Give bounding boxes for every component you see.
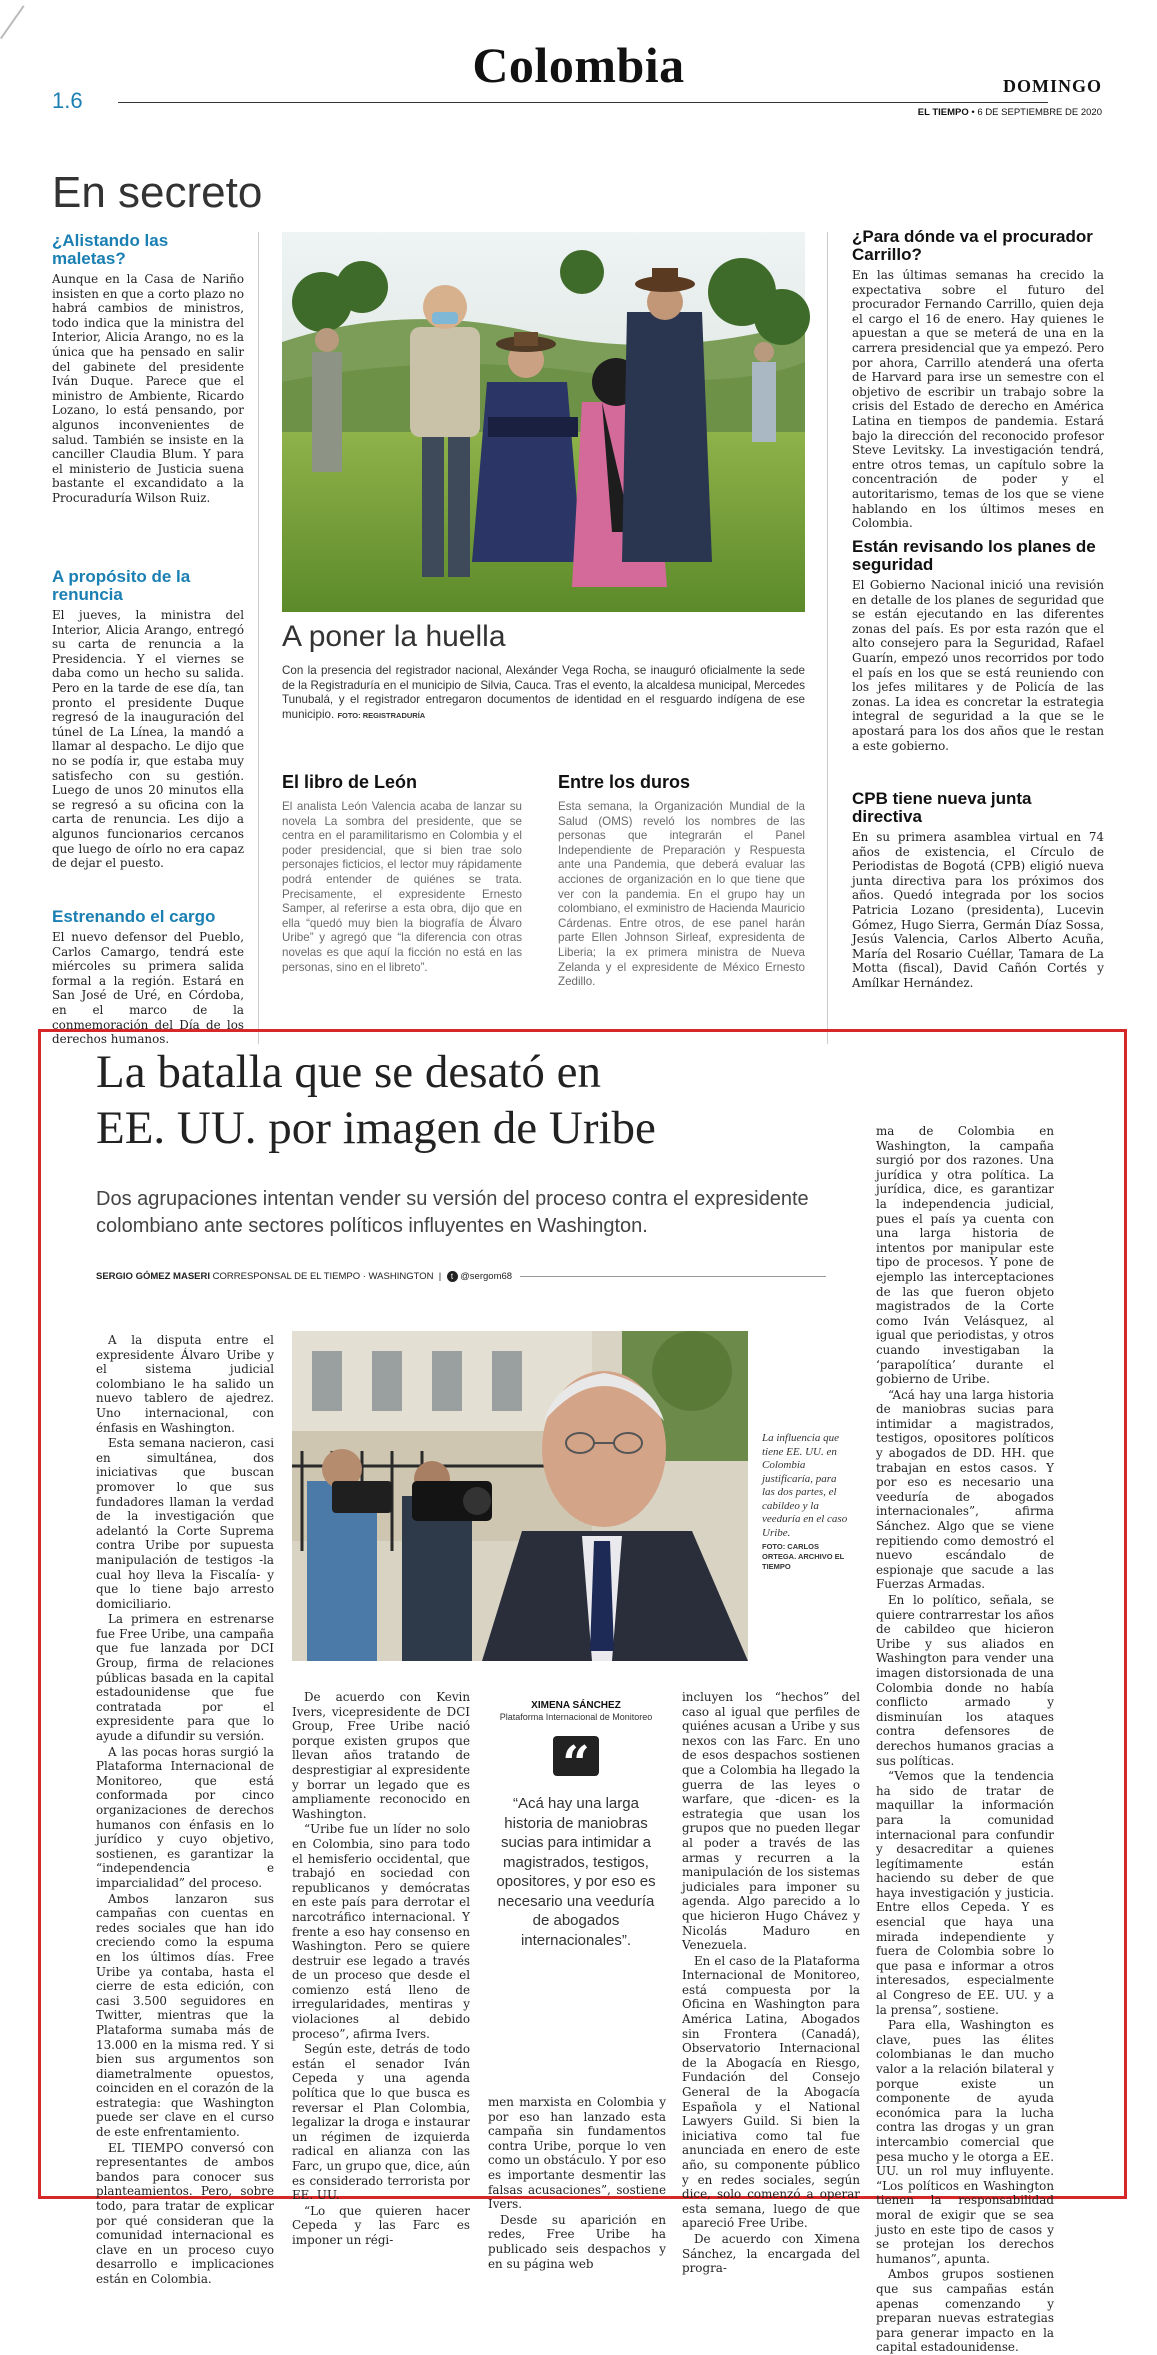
uribe-photo — [292, 1331, 748, 1661]
uribe-photo-caption — [762, 1432, 852, 1572]
item-body: El Gobierno Nacional inició una revisión en detalle de los planes de seguridad que se están ejecutando en las diferentes zonas del país. Es por esta razón que el alto consejero para la Seguridad, Rafael Guarín, empezó unos recorridos por todo el país en los que se está reuniendo con los jefes militares y de Policía de las zonas. La idea es concretar la estrategia integral de seguridad a la que se le apostará para los dos años que le restan a este gobierno. — [852, 578, 1104, 753]
twitter-icon: t — [447, 1271, 458, 1282]
item-body: En las últimas semanas ha crecido la expectativa sobre el futuro del procurador Fernando Carrillo, quien deja el cargo el 16 de enero. Hay quienes le apuestan a que se meterá de una en la carrera presidencial que ya empezó. Pero por ahora, Carrillo atenderá una oferta de Harvard para irse un semestre con el objetivo de escribir un trabajo sobre la crisis del Estado de derecho en América Latina en tiempos de pandemia. Estará bajo la dirección del reconocido profesor Steve Levitsky. La investigación tendrá, entre otros temas, un capítulo sobre la concentración de poder y el autoritarismo, temas de los que se viene hablando en los últimos meses en Colombia. — [852, 268, 1104, 531]
byline-handle[interactable]: @sergom68 — [460, 1271, 513, 1283]
paragraph: De acuerdo con Kevin Ivers, vicepresidente de DCI Group, Free Uribe nació porque existen grupos que llevan años tratando de desprestigiar al expresidente y borrar un legado que es ampliamente reconocido en Washington. — [292, 1690, 470, 1821]
paragraph: Desde su aparición en redes, Free Uribe ha publicado seis despachos y en su página web — [488, 2212, 666, 2271]
quote-text: “Acá hay una larga historia de maniobras sucias para intimidar a magistrados, testigos, opositores, y por eso es necesario una veeduría de abogados internacionales”. — [496, 1795, 656, 1949]
paragraph: ma de Colombia en Washington, la campaña surgió por dos razones. Una jurídica y otra política. La jurídica, dice, es garantizar la independencia judicial, pues el país ya cuenta con una larga historia de intentos por manipular este tipo de procesos. Y pone de ejemplo las interceptaciones de las que fueron objeto magistrados de la Corte como Iván Velásquez, al igual que periodistas, y otros cuando investigaban la ‘parapolítica’ durante el gobierno de Uribe. — [876, 1124, 1054, 1387]
box-title-libro: El libro de León — [282, 772, 418, 792]
paragraph: En el caso de la Plataforma Internacional de Monitoreo, está compuesta por la Oficina en Washington para América Latina, Abogados sin Frontera (Canadá), Observatorio Internacional de la Abogacía en Riesgo, Fundación del Consejo General de la Abogacía Española y el National Lawyers Guild. Si bien la iniciativa como tal fue anunciada en enero de este año, su componente público y en redes sociales, según dice, solo comenzó a operar esta semana, luego de que apareció Free Uribe. — [682, 1953, 860, 2231]
paragraph: “Uribe fue un líder no solo en Colombia, sino para todo el hemisferio occidental, que trabajó en sociedad con republicanos y demócratas en este país para derrotar el narcotráfico internacional. Y frente a eso hay consenso en Washington. Pero se quiere destruir ese legado a través de un proceso que desde el comienzo está lleno de irregularidades, mentiras y violaciones al debido proceso”, afirma Ivers. — [292, 1822, 470, 2041]
item-heading: Están revisando los planes de seguridad — [852, 537, 1096, 574]
paragraph: De acuerdo con Ximena Sánchez, la encargada del progra- — [682, 2231, 860, 2276]
photo-caption-text: Con la presencia del registrador nacional, Alexánder Vega Rocha, se inauguró oficialmente la sede de la Registraduría en el municipio de Silvia, Cauca. Tras el evento, la alcaldesa municipal, Mercedes Tunubalá, y el registrador entregaron documentos de identidad en el resguardo indígena de ese municipio. — [282, 664, 805, 721]
column-divider — [258, 232, 259, 1044]
paper-name: EL TIEMPO — [917, 107, 969, 118]
item-body: En su primera asamblea virtual en 74 años de existencia, el Círculo de Periodistas de Bogotá (CPB) eligió nueva junta directiva para los próximos dos años. Quedó integrada por los socios Patricia Lozano (presidenta), Lucevin Gómez, Hugo Sierra, Germán Díaz Sossa, Jesús Valencia, Carlos Alberto Acuña, María del Rosario Cuéllar, Tamara de La Motta (fiscal), David Cañón Cortés y Amílkar Hernández. — [852, 830, 1104, 990]
item-body: El jueves, la ministra del Interior, Alicia Arango, entregó su carta de renuncia a la Presidencia. Y el viernes se daba como un hecho su salida. Pero en la tarde de ese día, tan pronto el presidente Duque regresó de la inauguración del túnel de La Línea, la mandó a llamar al despacho. Le dijo que no se podía ir, que estaba muy satisfecho con su gestión. Luego de unos 20 minutos ella se regresó a su oficina con la carta de renuncia. Les dijo a algunos funcionarios cercanos que luego de oírlo no era capaz de dejar el puesto. — [52, 608, 244, 871]
section-title: Colombia — [472, 37, 685, 93]
item-heading: ¿Alistando las maletas? — [52, 231, 169, 268]
quote-role: Plataforma Internacional de Monitoreo — [499, 1712, 653, 1722]
byline-name: SERGIO GÓMEZ MASERI — [96, 1271, 211, 1283]
pull-quote — [488, 1700, 664, 1950]
article-col-4 — [682, 1690, 860, 2276]
paragraph: En lo político, señala, se quiere contrarrestar los años de cabildeo que hicieron Uribe y sus aliados en Washington para vender una imagen distorsionada de una Colombia donde no había conflicto armado y disminuían los ataques contra defensores de derechos humanos gracias a sus políticas. — [876, 1593, 1054, 1768]
en-secreto-title: En secreto — [52, 168, 263, 217]
article-col-1 — [96, 1333, 274, 2286]
byline: SERGIO GÓMEZ MASERI CORRESPONSAL DE EL TIEMPO · WASHINGTON | t @sergom68 — [96, 1271, 520, 1282]
item-heading: ¿Para dónde va el procurador Carrillo? — [852, 227, 1093, 264]
paragraph: “Acá hay una larga historia de maniobras sucias para intimidar a magistrados, testigos, opositores políticos y abogados de DD. HH. que trabajan en estos casos. Y por eso es necesario una veeduría de abogados internacionales”, afirma Sánchez. Algo que se viene repitiendo como demostró el nuevo escándalo de espionaje que sacude a las Fuerzas Armadas. — [876, 1387, 1054, 1592]
item-body: Aunque en la Casa de Nariño insisten en que a corto plazo no habrá cambios de ministros, todo indica que la ministra del Interior, Alicia Arango, no es la única que ha pensado en salir del gabinete del presidente Iván Duque. Parece que el ministro de Ambiente, Ricardo Lozano, lo está pensando, por algunos inconvenientes de salud. También se insiste en la canciller Claudia Blum. Y para el ministerio de Justicia suena bastante el excandidato a la Procuraduría Wilson Ruiz. — [52, 272, 244, 505]
article-col-5 — [876, 1124, 1054, 2355]
paragraph: EL TIEMPO conversó con representantes de ambos bandos para conocer sus planteamientos. Pero, sobre todo, para tratar de explicar por qué consideran que la comunidad internacional es clave en un proceso cuyo desarrollo e implicaciones están en Colombia. — [96, 2140, 274, 2286]
quote-author: XIMENA SÁNCHEZ — [531, 1700, 621, 1711]
column-divider — [827, 232, 828, 1044]
box-title-duros: Entre los duros — [558, 772, 691, 792]
item-heading: Estrenando el cargo — [52, 907, 216, 926]
silvia-registraduria-photo — [282, 232, 805, 612]
caption-credit: FOTO: CARLOS ORTEGA. ARCHIVO EL TIEMPO — [762, 1542, 845, 1571]
paragraph: incluyen los “hechos” del caso al igual que perfiles de quiénes acusan a Uribe y sus nexos con las Farc. En uno de esos despachos sostienen que a Colombia ha llegado la guerra de las leyes o warfare, que -dicen- es la estrategia que usan los grupos que no pueden llegar al poder a través de las armas y recurren a la manipulación de los sistemas judiciales para imponer su agenda. Algo parecido a lo que hicieron Hugo Chávez y Nicolás Maduro en Venezuela. — [682, 1690, 860, 1953]
article-subtitle: Dos agrupaciones intentan vender su versión del proceso contra el expresidente colombiano ante sectores políticos influyentes en Washington. — [96, 1188, 809, 1237]
article-headline — [96, 1044, 836, 1156]
photo-title: A poner la huella — [282, 620, 506, 653]
headline-line-1: La batalla que se desató en — [96, 1046, 602, 1098]
box-body-libro: El analista León Valencia acaba de lanzar su novela La sombra del presidente, que se centra en el paramilitarismo en Colombia y el poder presidencial, que si bien trae solo personajes ficticios, el lector muy rápidamente podrá entender de quiénes se trata. Precisamente, el expresidente Ernesto Samper, al referirse a esta obra, dijo que en ella “quedó muy bien la biografía de Álvaro Uribe” y agregó que “la diferencia con otras novelas es que aquí la ficción no está en las personas, sino en el libreto”. — [282, 800, 522, 974]
day-label: DOMINGO — [1003, 76, 1102, 96]
page-number: 1.6 — [52, 88, 83, 113]
en-secreto-left-column — [52, 232, 244, 1078]
quote-mark-icon: “ — [553, 1736, 599, 1776]
edition-date: 6 DE SEPTIEMBRE DE 2020 — [977, 107, 1102, 118]
paragraph: Ambos grupos sostienen que sus campañas están apenas comenzando y preparan nuevas estrategias para generar impacto en la capital estadounidense. — [876, 2267, 1054, 2355]
paragraph: Ambos lanzaron sus campañas con cuentas en redes sociales que han ido creciendo como la espuma en los últimos días. Free Uribe ya contaba, hasta el cierre de esta edición, con casi 3.500 seguidores en Twitter, mientras que la Plataforma sumaba más de 13.000 en la misma red. Y si bien sus argumentos son diametralmente opuestos, coinciden en el corazón de la estrategia: que Washington puede ser clave en el curso de este enfrentamiento. — [96, 1891, 274, 2140]
paragraph: men marxista en Colombia y por eso han lanzado esta campaña sin fundamentos contra Uribe, porque lo ven como un obstáculo. Y por eso es importante desmentir las falsas acusaciones”, sostiene Ivers. — [488, 2095, 666, 2212]
paragraph: Para ella, Washington es clave, pues las élites colombianas le dan mucho valor a la relación bilateral y porque existe un componente de ayuda económica para la lucha contra las drogas y un gran intercambio comercial que pesa mucho y le otorga a EE. UU. un rol muy influyente. “Los políticos en Washington tienen la responsabilidad moral de exigir que se sea justo en este tipo de casos y se protejan los derechos humanos”, apunta. — [876, 2018, 1054, 2266]
paragraph: A la disputa entre el expresidente Álvaro Uribe y el sistema judicial colombiano le ha salido un nuevo tablero de ajedrez. Uno internacional, con énfasis en Washington. — [96, 1333, 274, 1435]
byline-role: CORRESPONSAL DE EL TIEMPO · WASHINGTON — [212, 1271, 434, 1283]
edition-line: EL TIEMPO • 6 DE SEPTIEMBRE DE 2020 — [917, 107, 1102, 118]
caption-text: La influencia que tiene EE. UU. en Colombia justificaría, para las dos partes, el cabildeo y la veeduría en el caso Uribe. — [762, 1432, 848, 1539]
item-heading: A propósito de la renuncia — [52, 567, 191, 604]
photo-caption — [282, 664, 805, 723]
paragraph: “Vemos que la tendencia ha sido de tratar de maquillar la información para la comunidad internacional para confundir y desacreditar a quienes legítimamente están haciendo su deber de que haya investigación y justicia. Entre ellos Cepeda. Y es esencial que haya una mirada independiente y fuera de Colombia sobre lo que pasa e informar a otros interesados, especialmente al Congreso de EE. UU. y a la prensa”, sostiene. — [876, 1769, 1054, 2017]
paragraph: Según este, detrás de todo están el senador Iván Cepeda y una agenda política que lo que busca es reversar el Plan Colombia, legalizar la droga e instaurar un régimen de izquierda radical en alianza con las Farc, un grupo que, dice, aún es considerado terrorista por EE. UU. — [292, 2042, 470, 2203]
photo-credit: FOTO: REGISTRADURÍA — [337, 710, 426, 720]
item-heading: CPB tiene nueva junta directiva — [852, 789, 1032, 826]
paragraph: Esta semana nacieron, casi en simultánea, dos iniciativas que buscan promover lo que sus fundadores llaman la verdad de la investigación que adelantó la Corte Suprema contra Uribe por supuesta manipulación de testigos -la cual hoy lleva la Fiscalía- y que lo tiene bajo arresto domiciliario. — [96, 1436, 274, 1611]
article-col-3 — [488, 2095, 666, 2271]
box-body-duros: Esta semana, la Organización Mundial de la Salud (OMS) reveló los nombres de las personas que integrarán el Panel Independiente de Preparación y Respuesta ante una Pandemia, que deberá evaluar las acciones de organización en lo que tiene que ver con la pandemia. En el grupo hay un colombiano, el exministro de Hacienda Mauricio Cárdenas. Entre otros, de ese panel harán parte Ellen Johnson Sirleaf, expresidenta de Liberia; la ex primera ministra de Nueva Zelanda y el expresidente de México Ernesto Zedillo. — [558, 800, 805, 989]
en-secreto-right-column — [852, 228, 1104, 1018]
paragraph: A las pocas horas surgió la Plataforma Internacional de Monitoreo, que está conformada por cinco organizaciones de derechos humanos con énfasis en lo jurídico y cuyo objetivo, sostienen, es garantizar la “independencia e imparcialidad” del proceso. — [96, 1744, 274, 1890]
header-rule — [118, 102, 1048, 103]
paragraph: “Lo que quieren hacer Cepeda y las Farc es imponer un régi- — [292, 2203, 470, 2247]
article-col-2 — [292, 1690, 470, 2247]
item-body: El nuevo defensor del Pueblo, Carlos Camargo, tendrá este miércoles su primera salida formal a la región. Estará en San José de Uré, en Córdoba, en el marco de la conmemoración del Día de los derechos humanos. — [52, 930, 244, 1047]
headline-line-2: EE. UU. por imagen de Uribe — [96, 1102, 656, 1154]
paragraph: La primera en estrenarse fue Free Uribe, una campaña que fue lanzada por DCI Group, firma de relaciones públicas basada en la capital estadounidense que fue contratada por el expresidente para que lo ayude a difundir su versión. — [96, 1612, 274, 1744]
